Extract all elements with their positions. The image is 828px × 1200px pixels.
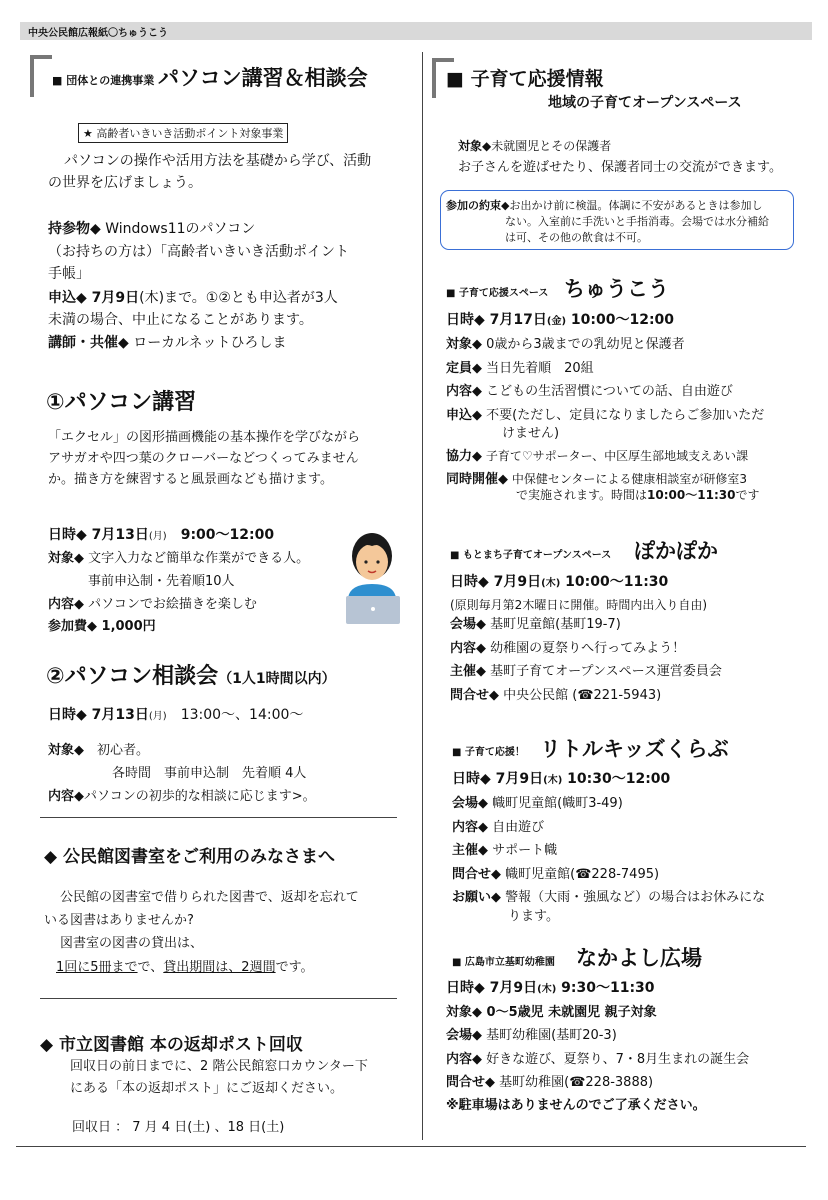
library-line4: 1回に5冊までで、貸出期間は、2週間です。 — [56, 960, 314, 975]
pokapoka-venue: 会場◆ 基町児童館(基町19-7) — [450, 617, 621, 632]
library-line2: いる図書はありませんか? — [44, 913, 194, 928]
chuukou-apply: 申込◆ 不要(ただし、定員になりましたらご参加いただ — [446, 408, 765, 423]
rules-line2: ない。入室前に手洗いと手指消毒。会場では水分補給 — [505, 215, 769, 228]
rules-line1: 参加の約束◆お出かけ前に検温。体調に不安があるときは参加し — [446, 199, 763, 212]
little-kids-contact: 問合せ◆ 幟町児童館(☎228-7495) — [452, 867, 660, 882]
chuukou-coop: 協力◆ 子育て♡サポーター、中区厚生部地域支えあい課 — [446, 449, 749, 464]
course1-desc-line3: か。描き方を練習すると風景画なども描けます。 — [48, 472, 333, 487]
little-kids-host: 主催◆ サポート幟 — [452, 843, 558, 858]
nakayoshi-date: 日時◆ 7月9日(木) 9:30～11:30 — [446, 980, 655, 996]
chuukou-same-time-line2: で実施されます。時間は10:00～11:30です — [516, 488, 760, 502]
chuukou-same-time: 同時開催◆ 中保健センターによる健康相談室が研修室3 — [446, 472, 747, 487]
nakayoshi-tag: ■ 広島市立基町幼稚園 — [452, 957, 555, 968]
pokapoka-contact: 問合せ◆ 中央公民館 (☎221-5943) — [450, 688, 662, 703]
little-kids-venue: 会場◆ 幟町児童館(幟町3-49) — [452, 796, 623, 811]
little-kids-content: 内容◆ 自由遊び — [452, 820, 545, 835]
little-kids-date: 日時◆ 7月9日(木) 10:30～12:00 — [452, 771, 671, 787]
section-bracket-pc — [30, 55, 52, 97]
course2-target: 対象◆ 初心者。 — [48, 743, 150, 758]
return-post-dates: 回収日 ： 7 月 4 日(土) 、18 日(土) — [72, 1120, 285, 1135]
little-kids-tag: ■ 子育て応援！ — [452, 747, 525, 758]
pc-bring-line2: （お持ちの方は）「高齢者いきいき活動ポイント — [48, 244, 349, 260]
kosodate-subtitle: 地域の子育てオープンスペース — [548, 95, 742, 111]
nakayoshi-name: なかよし広場 — [576, 946, 702, 970]
pc-apply: 申込◆ 7月9日(木)まで。①②とも申込者が3人 — [48, 290, 338, 306]
return-post-line1: 回収日の前日までに、2 階公民館窓口カウンター下 — [70, 1059, 368, 1074]
pc-apply-line2: 未満の場合、中止になることがあります。 — [48, 312, 313, 328]
return-post-line2: にある「本の返却ポスト」にご返却ください。 — [70, 1081, 344, 1096]
pc-section-tag: ■ 団体との連携事業 — [52, 74, 155, 87]
little-kids-notice-line2: ります。 — [508, 909, 559, 924]
course2-date: 日時◆ 7月13日(月) 13:00～、14:00～ — [48, 707, 304, 723]
nakayoshi-target: 対象◆ 0～5歳児 未就園児 親子対象 — [446, 1005, 657, 1020]
footer-rule — [16, 1146, 806, 1147]
nakayoshi-content: 内容◆ 好きな遊び、夏祭り、7・8月生まれの誕生会 — [446, 1052, 750, 1067]
pokapoka-date: 日時◆ 7月9日(木) 10:00～11:30 — [450, 574, 669, 590]
newsletter-header-bar — [20, 22, 812, 40]
course1-desc-line1: 「エクセル」の図形描画機能の基本操作を学びながら — [48, 430, 361, 445]
person-laptop-icon — [342, 526, 404, 624]
pc-intro-line2: の世界を広げましょう。 — [48, 175, 202, 191]
course2-content: 内容◆パソコンの初歩的な相談に応じます>。 — [48, 789, 316, 804]
chuukou-content: 内容◆ こどもの生活習慣についての話、自由遊び — [446, 384, 733, 399]
library-line3: 図書室の図書の貸出は、 — [60, 936, 204, 951]
little-kids-notice: お願い◆ 警報（大雨・強風など）の場合はお休みにな — [452, 890, 766, 905]
pc-bring-line3: 手帳」 — [48, 266, 90, 282]
library-title: ◆ 公民館図書室をご利用のみなさまへ — [44, 847, 335, 867]
divider-2 — [40, 998, 397, 999]
chuukou-tag: ■ 子育て応援スペース — [446, 288, 549, 299]
course2-title: ②パソコン相談会（1人1時間以内） — [46, 664, 336, 689]
newsletter-header-text: 中央公民館広報紙〇ちゅうこう — [28, 28, 168, 39]
chuukou-target: 対象◆ 0歳から3歳までの乳幼児と保護者 — [446, 337, 685, 352]
rules-line3: は可、その他の飲食は不可。 — [505, 231, 648, 244]
pokapoka-name: ぽかぽか — [634, 539, 718, 563]
return-post-title: ◆ 市立図書館 本の返却ポスト回収 — [40, 1035, 303, 1055]
kosodate-target: 対象◆未就園児とその保護者 — [458, 139, 612, 153]
pc-bring: 持参物◆ Windows11のパソコン — [48, 221, 256, 237]
course1-target-line2: 事前申込制・先着順10人 — [88, 574, 235, 589]
course1-content: 内容◆ パソコンでお絵描きを楽しむ — [48, 597, 257, 612]
pokapoka-note: (原則毎月第2木曜日に開催。時間内出入り自由) — [450, 598, 707, 612]
course1-desc-line2: アサガオや四つ葉のクローバーなどつくってみません — [48, 451, 359, 466]
pc-section-title: パソコン講習＆相談会 — [158, 66, 368, 90]
pokapoka-host: 主催◆ 基町子育てオープンスペース運営委員会 — [450, 664, 722, 679]
course1-title: ①パソコン講習 — [46, 390, 197, 415]
chuukou-capacity: 定員◆ 当日先着順 20組 — [446, 361, 594, 376]
course1-fee: 参加費◆ 1,000円 — [48, 619, 156, 634]
pokapoka-content: 内容◆ 幼稚園の夏祭りへ行ってみよう！ — [450, 641, 686, 656]
course1-date: 日時◆ 7月13日(月) 9:00～12:00 — [48, 527, 275, 543]
pc-intro-line1: パソコンの操作や活用方法を基礎から学び、活動 — [64, 153, 372, 169]
nakayoshi-contact: 問合せ◆ 基町幼稚園(☎228-3888) — [446, 1075, 654, 1090]
little-kids-name: リトルキッズくらぶ — [540, 737, 729, 761]
column-divider — [422, 52, 423, 1140]
nakayoshi-parking-note: ※駐車場はありませんのでご了承ください。 — [446, 1098, 706, 1113]
divider-1 — [40, 817, 397, 818]
pc-teacher: 講師・共催◆ ローカルネットひろしま — [48, 335, 287, 351]
kosodate-desc: お子さんを遊ばせたり、保護者同士の交流ができます。 — [458, 160, 782, 175]
chuukou-date: 日時◆ 7月17日(金) 10:00～12:00 — [446, 312, 675, 328]
chuukou-apply-line2: けません) — [502, 426, 560, 441]
library-line1: 公民館の図書室で借りられた図書で、返却を忘れて — [60, 890, 359, 905]
chuukou-name: ちゅうこう — [564, 277, 669, 301]
nakayoshi-venue: 会場◆ 基町幼稚園(基町20-3) — [446, 1028, 617, 1043]
points-badge: ★ 高齢者いきいき活動ポイント対象事業 — [78, 123, 288, 143]
course2-target-line2: 各時間 事前申込制 先着順 4人 — [112, 766, 307, 781]
course1-target: 対象◆ 文字入力など簡単な作業ができる人。 — [48, 551, 310, 566]
kosodate-title: ■ 子育て応援情報 — [446, 68, 604, 90]
pokapoka-tag: ■ もとまち子育てオープンスペース — [450, 550, 612, 561]
